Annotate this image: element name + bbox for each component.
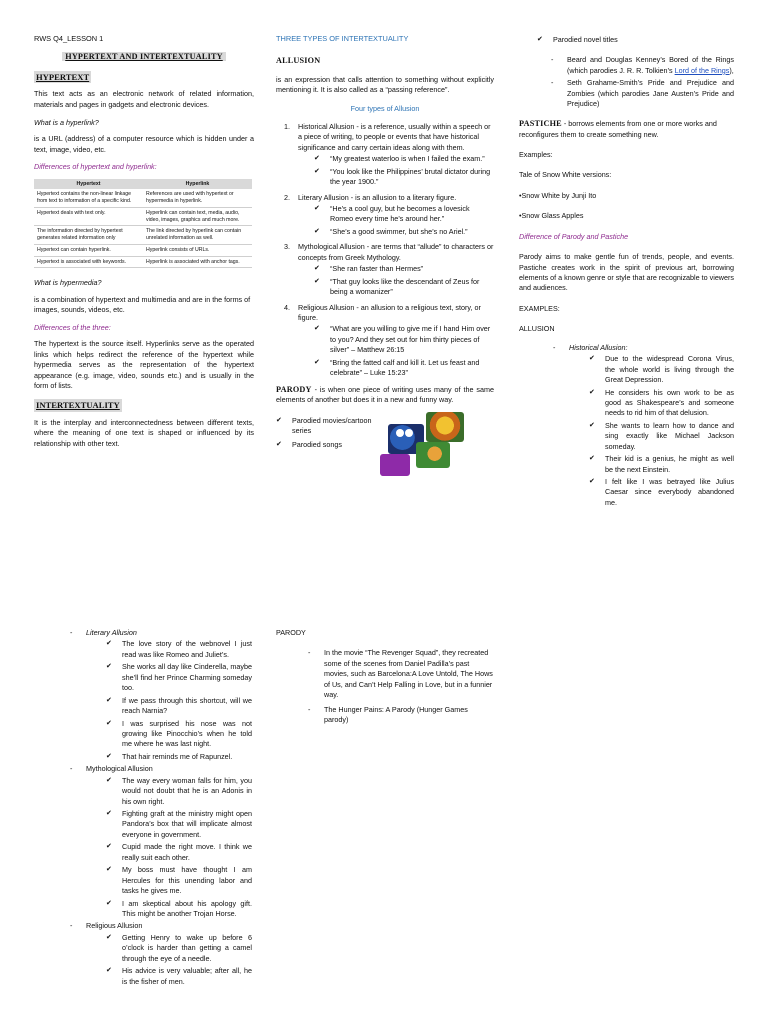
parody-image-purple [380, 454, 410, 476]
checkmark-icon: ✔ [106, 752, 112, 760]
pastiche-paragraph [519, 118, 734, 140]
example-text: “My greatest waterloo is when I failed the exam.” [330, 154, 485, 164]
historical-allusion-list [551, 343, 734, 509]
mythological-allusion-label: Mythological Allusion [86, 764, 153, 774]
list-item [314, 204, 494, 225]
checkmark-icon: ✔ [106, 696, 112, 704]
parody-example-text: The Hunger Pains: A Parody (Hunger Games parody) [324, 704, 468, 725]
dash-bullet: - [553, 342, 556, 352]
pastiche-heading: PASTICHE [519, 118, 562, 128]
document-title: HYPERTEXT AND INTERTEXTUALITY [62, 52, 225, 61]
hyperlink-question: What is a hyperlink? [34, 117, 99, 127]
parody-image-green [416, 442, 450, 468]
religious-allusion-label: Religious Allusion [86, 921, 143, 931]
checkmark-icon: ✔ [589, 421, 595, 429]
intertextuality-heading: INTERTEXTUALITY [36, 400, 120, 411]
column-2 [276, 34, 494, 480]
example-list [314, 324, 494, 378]
list-item [106, 639, 252, 660]
checkmark-icon: ✔ [106, 640, 112, 648]
list-item [314, 167, 494, 188]
checkmark-icon: ✔ [106, 933, 112, 941]
example-text: “That guy looks like the descendant of Zeus for being a womanizer” [330, 276, 480, 297]
hypermedia-question: What is hypermedia? [34, 278, 102, 288]
list-item [314, 358, 494, 379]
list-item [106, 865, 252, 896]
example-list [314, 204, 494, 237]
checkmark-icon: ✔ [314, 325, 320, 333]
allusion-examples-heading: ALLUSION [519, 324, 555, 334]
allusion-examples-list [68, 628, 252, 987]
list-item [314, 227, 494, 237]
hyperlink-answer: is a URL (address) of a computer resource which is hidden under a text, image, video, etc. [34, 134, 254, 154]
list-item [314, 324, 494, 355]
historical-allusion-label: Historical Allusion: [569, 342, 628, 352]
table-cell: The information directed by hypertext generates related information only [34, 226, 143, 245]
list-item [68, 921, 252, 987]
checkmark-icon: ✔ [106, 776, 112, 784]
differences-three-heading: Differences of the three: [34, 322, 111, 332]
item-text: Historical Allusion - is a reference, usually within a speech or a piece of writing, to people or events that have historical significance and carry certain ideas along with them. [298, 121, 491, 152]
example-text: I was surprised his nose was not growing like Pinocchio’s when he told me where he was last night. [122, 718, 252, 749]
checkmark-icon: ✔ [314, 155, 320, 163]
table-cell: Hypertext deals with text only. [34, 207, 143, 226]
list-item [549, 55, 734, 76]
example-text: “He’s a cool guy, but he becomes a lovesick Romeo every time he’s around her.” [330, 204, 470, 224]
example-list [589, 354, 734, 508]
checkmark-icon: ✔ [106, 843, 112, 851]
table-row [34, 189, 252, 207]
course-label: RWS Q4_LESSON 1 [34, 34, 104, 43]
allusion-body: is an expression that calls attention to something without explicitly mentioning it. It is also called as a “passing reference”. [276, 74, 494, 95]
dash-bullet: - [70, 628, 73, 637]
list-item [276, 242, 494, 297]
snow-white-item-2: •Snow Glass Apples [519, 211, 584, 221]
example-text: He considers his own work to be as good as Shakespeare’s and someone needs to rid him of that delusion. [605, 387, 734, 418]
literary-allusion-label: Literary Allusion [86, 628, 137, 637]
table-cell: Hyperlink is associated with anchor tags. [143, 256, 252, 268]
list-item [276, 416, 376, 437]
novel-text: Seth Grahame-Smith’s Pride and Prejudice and Zombies (which parodies Jane Austen’s Pride and Prejudice) [567, 78, 734, 109]
item-number: 1. [284, 121, 290, 131]
example-text: Fighting graft at the ministry might open Pandora’s box that will implicate almost everyone in government. [122, 809, 252, 839]
table-header-hyperlink: Hyperlink [143, 179, 252, 190]
list-item [106, 696, 252, 717]
list-item [549, 78, 734, 109]
dash-bullet: - [70, 764, 73, 774]
example-text: Getting Henry to wake up before 6 o’clock is harder than getting a camel through the eye of a needle. [122, 932, 252, 963]
checkmark-icon: ✔ [314, 277, 320, 285]
list-item [106, 899, 252, 920]
example-text: If we pass through this shortcut, will we reach Narnia? [122, 695, 252, 716]
example-text: “She ran faster than Hermes” [330, 264, 424, 274]
checkmark-icon: ✔ [314, 167, 320, 175]
example-text: She works all day like Cinderella, maybe she’ll find her Prince Charming someday too. [122, 662, 252, 693]
list-item [106, 776, 252, 807]
table-cell: The link directed by hyperlink can contain unrelated information as well. [143, 226, 252, 245]
parody-body: - is when one piece of writing uses many of the same elements of another but does it in a new and funny way. [276, 384, 494, 405]
example-list [106, 776, 252, 920]
parody-paragraph [276, 384, 494, 406]
example-text: “She’s a good swimmer, but she’s no Ariel.” [330, 226, 468, 236]
table-cell: Hypertext is associated with keywords. [34, 256, 143, 268]
table-cell: References are used with hypertext or hypermedia in hyperlink. [143, 189, 252, 207]
item-text: Religious Allusion - an allusion to a religious text, story, or figure. [298, 302, 481, 322]
comparison-table [34, 179, 252, 269]
list-item [276, 122, 494, 188]
list-item [106, 809, 252, 840]
page2-column-2 [276, 628, 494, 728]
example-text: The love story of the webnovel I just read was like Romeo and Juliet’s. [122, 639, 252, 659]
example-text: Their kid is a genius, he might as well be the next Einstein. [605, 454, 734, 474]
novel-titles-list [537, 35, 734, 45]
snow-white-heading: Tale of Snow White versions: [519, 170, 612, 180]
allusion-types-list [276, 122, 494, 379]
checkmark-icon: ✔ [589, 478, 595, 486]
list-item [589, 354, 734, 385]
example-text: “You look like the Philippines’ brutal dictator during the year 1900.” [330, 166, 491, 187]
hypertext-heading: HYPERTEXT [36, 71, 90, 82]
list-item [551, 343, 734, 509]
checkmark-icon: ✔ [106, 866, 112, 874]
dash-bullet: - [551, 55, 554, 65]
parodied-songs-text: Parodied songs [292, 439, 342, 449]
parodied-movies-text: Parodied movies/cartoon series [292, 415, 372, 436]
checkmark-icon: ✔ [314, 358, 320, 366]
allusion-heading: ALLUSION [276, 55, 321, 65]
novel-list [549, 55, 734, 109]
example-text: The way every woman falls for him, you would not doubt that he is an Adonis in his own right. [122, 775, 252, 806]
list-item [306, 705, 494, 726]
hypermedia-answer: is a combination of hypertext and multimedia and are in the forms of images, sounds, videos, etc. [34, 294, 251, 315]
checkmark-icon: ✔ [106, 719, 112, 727]
checkmark-icon: ✔ [106, 899, 112, 907]
list-item [106, 842, 252, 863]
example-list [106, 933, 252, 987]
example-text: My boss must have thought I am Hercules for this unending labor and tasks he gives me. [122, 865, 252, 896]
intertextuality-body: It is the interplay and interconnectedness between different texts, where the meaning of one text is shaped or influenced by its relationship with other text. [34, 417, 254, 448]
list-item [276, 303, 494, 379]
table-row [34, 226, 252, 245]
list-item [106, 662, 252, 693]
table-cell: Hypertext contains the non-linear linkage from text to information of a specific kind. [34, 189, 143, 207]
list-item [276, 440, 376, 450]
checkmark-icon: ✔ [276, 440, 282, 448]
example-text: That hair reminds me of Rapunzel. [122, 751, 233, 761]
checkmark-icon: ✔ [589, 455, 595, 463]
list-item [314, 277, 494, 298]
list-item [68, 628, 252, 762]
types-heading: THREE TYPES OF INTERTEXTUALITY [276, 34, 409, 43]
parody-pastiche-heading: Difference of Parody and Pastiche [519, 231, 629, 241]
snow-white-item-1: •Snow White by Junji Ito [519, 190, 597, 200]
parody-examples-list [306, 648, 494, 725]
example-text: She wants to learn how to dance and sing exactly like Michael Jackson someday. [605, 420, 734, 451]
dash-bullet: - [551, 78, 554, 88]
novel-titles-heading: Parodied novel titles [553, 35, 618, 44]
column-1 [34, 34, 254, 456]
checkmark-icon: ✔ [106, 810, 112, 817]
table-cell: Hyperlink consists of URLs. [143, 244, 252, 256]
checkmark-icon: ✔ [589, 355, 595, 363]
list-item [306, 648, 494, 700]
table-row [34, 244, 252, 256]
example-text: “What are you willing to give me if I hand Him over to you? And they set out for him thirty pieces of silver” – Matthew 26:15 [330, 324, 491, 355]
dash-bullet: - [308, 648, 311, 658]
list-item [314, 264, 494, 274]
parody-examples-heading: PARODY [276, 628, 306, 637]
list-item [589, 388, 734, 419]
eyes-icon [405, 429, 413, 437]
examples-heading: EXAMPLES: [519, 303, 560, 313]
novel-text: Beard and Douglas Kenney’s Bored of the Rings (which parodies J. R. R. Tolkien’s [567, 55, 734, 75]
list-item [106, 719, 252, 750]
parody-image-orange [426, 412, 464, 442]
list-item [106, 752, 252, 762]
eyes-icon [396, 429, 404, 437]
parody-example-text: In the movie “The Revenger Squad”, they recreated some of the scenes from Daniel Padilla’s past movies, such as Barcelona:A Love Untold, The Hows of Us, and Can’t Help Falling in Love, but in a funnier way. [324, 648, 493, 700]
diff-hypertext-hyperlink-heading: Differences of hypertext and hyperlink: [34, 162, 157, 172]
example-text: “Bring the fatted calf and kill it. Let us feast and celebrate” – Luke 15:23” [330, 357, 480, 378]
checkmark-icon: ✔ [314, 205, 320, 212]
example-list [314, 264, 494, 297]
list-item [276, 193, 494, 238]
table-row [34, 207, 252, 226]
parody-pastiche-body: Parody aims to make gentle fun of trends, people, and events. Pastiche creates work in the spirit of previous art, borrowing elements of a known genre or style that are recognizable to viewers and audiences. [519, 252, 734, 293]
hypertext-body: This text acts as an electronic network of related information, materials and pages in gadgets and electronic devices. [34, 89, 254, 109]
table-cell: Hyperlink can contain text, media, audio, video, images, graphics and much more. [143, 207, 252, 226]
dash-bullet: - [308, 704, 311, 714]
table-row [34, 256, 252, 268]
checkmark-icon: ✔ [314, 227, 320, 235]
example-text: Cupid made the right move. I think we really suit each other. [122, 842, 252, 862]
list-item [537, 35, 734, 45]
column-3 [519, 34, 734, 510]
example-text: I felt like I was betrayed like Julius Caesar since everybody abandoned me. [605, 477, 734, 507]
item-number: 3. [284, 242, 290, 252]
lord-of-the-rings-link[interactable]: Lord of the Rings [674, 65, 730, 75]
item-text: Mythological Allusion - are terms that “allude” to characters or concepts from Greek Mythology. [298, 242, 494, 262]
example-list [106, 639, 252, 762]
parody-heading: PARODY [276, 384, 312, 394]
table-header-hypertext: Hypertext [34, 179, 143, 190]
examples-label: Examples: [519, 149, 553, 159]
list-item [589, 477, 734, 508]
checkmark-icon: ✔ [314, 265, 320, 273]
page2-column-1 [68, 628, 252, 989]
novel-text-suffix: ), [729, 65, 734, 75]
checkmark-icon: ✔ [537, 36, 543, 43]
item-number: 2. [284, 192, 290, 202]
example-text: I am skeptical about his apology gift. This might be another Trojan Horse. [122, 898, 252, 918]
list-item [589, 454, 734, 475]
checkmark-icon: ✔ [276, 416, 282, 424]
four-types-heading: Four types of Allusion [350, 103, 420, 113]
list-item [314, 154, 494, 164]
example-text: His advice is very valuable; after all, he is the fisher of men. [122, 966, 252, 986]
example-list [314, 154, 494, 187]
list-item [106, 966, 252, 987]
table-cell: Hypertext can contain hyperlink. [34, 244, 143, 256]
pastiche-body: - borrows elements from one or more works and reconfigures them to create something new. [519, 118, 717, 139]
parodied-list [276, 416, 376, 450]
item-number: 4. [284, 302, 290, 312]
list-item [589, 421, 734, 452]
example-text: Due to the widespread Corona Virus, the whole world is living through the Great Depression. [605, 354, 734, 385]
dash-bullet: - [70, 921, 73, 931]
item-text: Literary Allusion - is an allusion to a literary figure. [298, 192, 457, 202]
checkmark-icon: ✔ [589, 388, 595, 396]
checkmark-icon: ✔ [106, 663, 112, 671]
parodied-section [276, 416, 494, 480]
list-item [68, 764, 252, 919]
differences-three-body: The hypertext is the source itself. Hyperlinks serve as the operated links which helps redirect the reference of the hypertext while hypermedia serves as the representation of the hypertext appearance (e.g. image, video, sounds etc.) and is usually in the form of lists. [34, 339, 254, 390]
checkmark-icon: ✔ [106, 967, 112, 975]
list-item [106, 933, 252, 964]
